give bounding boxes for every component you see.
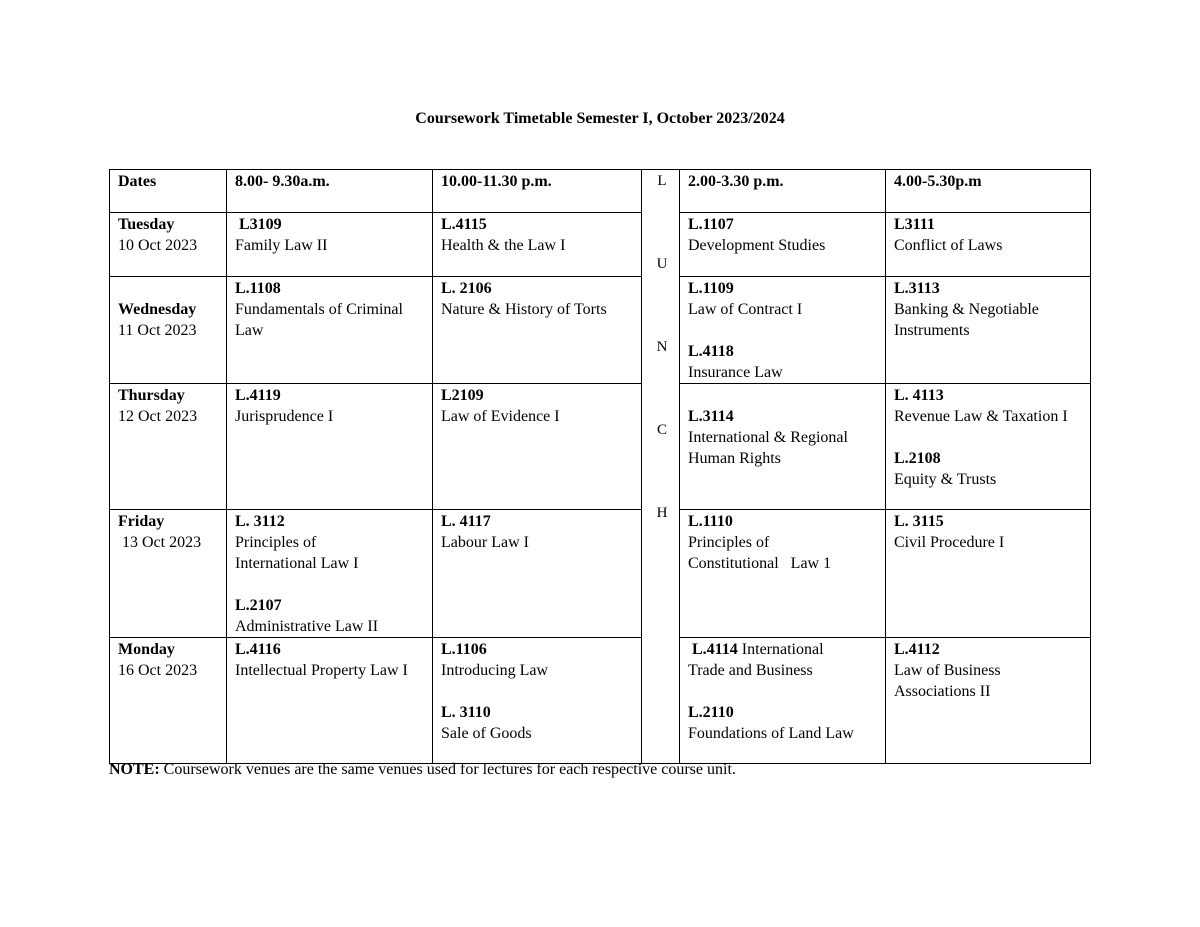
- course-code: L. 4117: [441, 513, 491, 530]
- course-code: L.2108: [894, 450, 941, 467]
- course-cell: [433, 638, 642, 764]
- note-text: Coursework venues are the same venues used for lectures for each respective course unit.: [159, 761, 736, 778]
- course-code: L.3113: [894, 280, 940, 297]
- course-code: L.2107: [235, 597, 282, 614]
- course-code: L2109: [441, 387, 484, 404]
- day-date: 13 Oct 2023: [118, 534, 202, 551]
- course-entry: [688, 639, 858, 681]
- course-name: Labour Law I: [441, 534, 529, 551]
- course-name: Principles of International Law I: [235, 534, 359, 572]
- course-name: Law of Contract I: [688, 301, 803, 318]
- day-cell: [110, 638, 227, 764]
- course-name: Development Studies: [688, 237, 826, 254]
- course-code: L. 3110: [441, 704, 491, 721]
- header-slot-4: 4.00-5.30p.m: [886, 170, 1091, 213]
- lunch-letter: U: [656, 256, 668, 272]
- course-code: L. 3115: [894, 513, 944, 530]
- day-cell: [110, 510, 227, 638]
- course-name: Foundations of Land Law: [688, 725, 854, 742]
- header-slot-2: 10.00-11.30 p.m.: [433, 170, 642, 213]
- course-code: L.1107: [688, 216, 734, 233]
- course-cell: [680, 510, 886, 638]
- course-code: L.4119: [235, 387, 281, 404]
- course-name: Law of Business Associations II: [894, 662, 1001, 700]
- day-cell: [110, 384, 227, 510]
- course-name: International Trade and Business: [688, 641, 824, 679]
- course-code: L.4118: [688, 343, 734, 360]
- lunch-letter: N: [656, 339, 668, 355]
- course-cell: [433, 510, 642, 638]
- day-name: Thursday: [118, 387, 185, 404]
- course-cell: [680, 384, 886, 510]
- course-cell: [680, 638, 886, 764]
- day-name: Tuesday: [118, 216, 175, 233]
- lunch-letter: L: [657, 173, 667, 189]
- course-name: Conflict of Laws: [894, 237, 1003, 254]
- course-code: L.1106: [441, 641, 487, 658]
- course-cell: [886, 510, 1091, 638]
- course-code: L.3114: [688, 408, 734, 425]
- footnote: [109, 761, 736, 779]
- course-cell: [886, 213, 1091, 277]
- course-code: L.1110: [688, 513, 733, 530]
- page-title: Coursework Timetable Semester I, October 2023/2024: [415, 110, 785, 127]
- course-name: Equity & Trusts: [894, 471, 997, 488]
- course-code: L.4115: [441, 216, 487, 233]
- header-slot-1: 8.00- 9.30a.m.: [227, 170, 433, 213]
- course-name: Fundamentals of Criminal Law: [235, 301, 403, 339]
- course-name: Jurisprudence I: [235, 408, 334, 425]
- note-label: NOTE:: [109, 761, 160, 778]
- course-name: Principles of Constitutional Law 1: [688, 534, 832, 572]
- lunch-letter: H: [656, 505, 668, 521]
- course-code: L.4112: [894, 641, 940, 658]
- timetable: [109, 169, 1091, 764]
- day-cell: [110, 213, 227, 277]
- header-dates: Dates: [110, 170, 227, 213]
- course-name: Insurance Law: [688, 364, 783, 381]
- table-row: [110, 510, 1091, 638]
- day-name: Friday: [118, 513, 165, 530]
- course-cell: [886, 277, 1091, 384]
- course-name: Civil Procedure I: [894, 534, 1005, 551]
- table-row: [110, 638, 1091, 764]
- course-code: L. 4113: [894, 387, 944, 404]
- day-date: 10 Oct 2023: [118, 237, 198, 254]
- header-row: [110, 170, 1091, 213]
- lunch-column: [642, 170, 680, 764]
- course-name: Revenue Law & Taxation I: [894, 408, 1068, 425]
- day-name: Wednesday: [118, 301, 197, 318]
- course-cell: [227, 638, 433, 764]
- course-cell: [680, 213, 886, 277]
- course-cell: [227, 277, 433, 384]
- course-code: L3111: [894, 216, 935, 233]
- course-name: Nature & History of Torts: [441, 301, 607, 318]
- course-cell: [227, 213, 433, 277]
- day-date: 11 Oct 2023: [118, 322, 197, 339]
- course-code: L.2110: [688, 704, 734, 721]
- course-code: L3109: [235, 216, 282, 233]
- course-cell: [886, 638, 1091, 764]
- header-slot-3: 2.00-3.30 p.m.: [680, 170, 886, 213]
- course-name: International & Regional Human Rights: [688, 429, 848, 467]
- course-name: Family Law II: [235, 237, 328, 254]
- table-row: [110, 213, 1091, 277]
- course-cell: [227, 510, 433, 638]
- day-date: 16 Oct 2023: [118, 662, 198, 679]
- course-name: Administrative Law II: [235, 618, 379, 635]
- course-cell: [680, 277, 886, 384]
- course-name: Health & the Law I: [441, 237, 566, 254]
- course-name: Banking & Negotiable Instruments: [894, 301, 1039, 339]
- course-code: L.4116: [235, 641, 281, 658]
- course-name: Law of Evidence I: [441, 408, 560, 425]
- course-code: L.1108: [235, 280, 281, 297]
- lunch-letter: C: [656, 422, 667, 438]
- table-row: [110, 277, 1091, 384]
- course-cell: [433, 277, 642, 384]
- course-name: Intellectual Property Law I: [235, 662, 408, 679]
- course-code: L.1109: [688, 280, 734, 297]
- course-name: Sale of Goods: [441, 725, 532, 742]
- course-cell: [227, 384, 433, 510]
- course-code: L.4114: [688, 641, 738, 658]
- course-name: Introducing Law: [441, 662, 549, 679]
- course-cell: [433, 384, 642, 510]
- course-cell: [886, 384, 1091, 510]
- table-row: [110, 384, 1091, 510]
- day-name: Monday: [118, 641, 175, 658]
- course-code: L. 3112: [235, 513, 285, 530]
- course-code: L. 2106: [441, 280, 492, 297]
- course-cell: [433, 213, 642, 277]
- day-cell: [110, 277, 227, 384]
- day-date: 12 Oct 2023: [118, 408, 198, 425]
